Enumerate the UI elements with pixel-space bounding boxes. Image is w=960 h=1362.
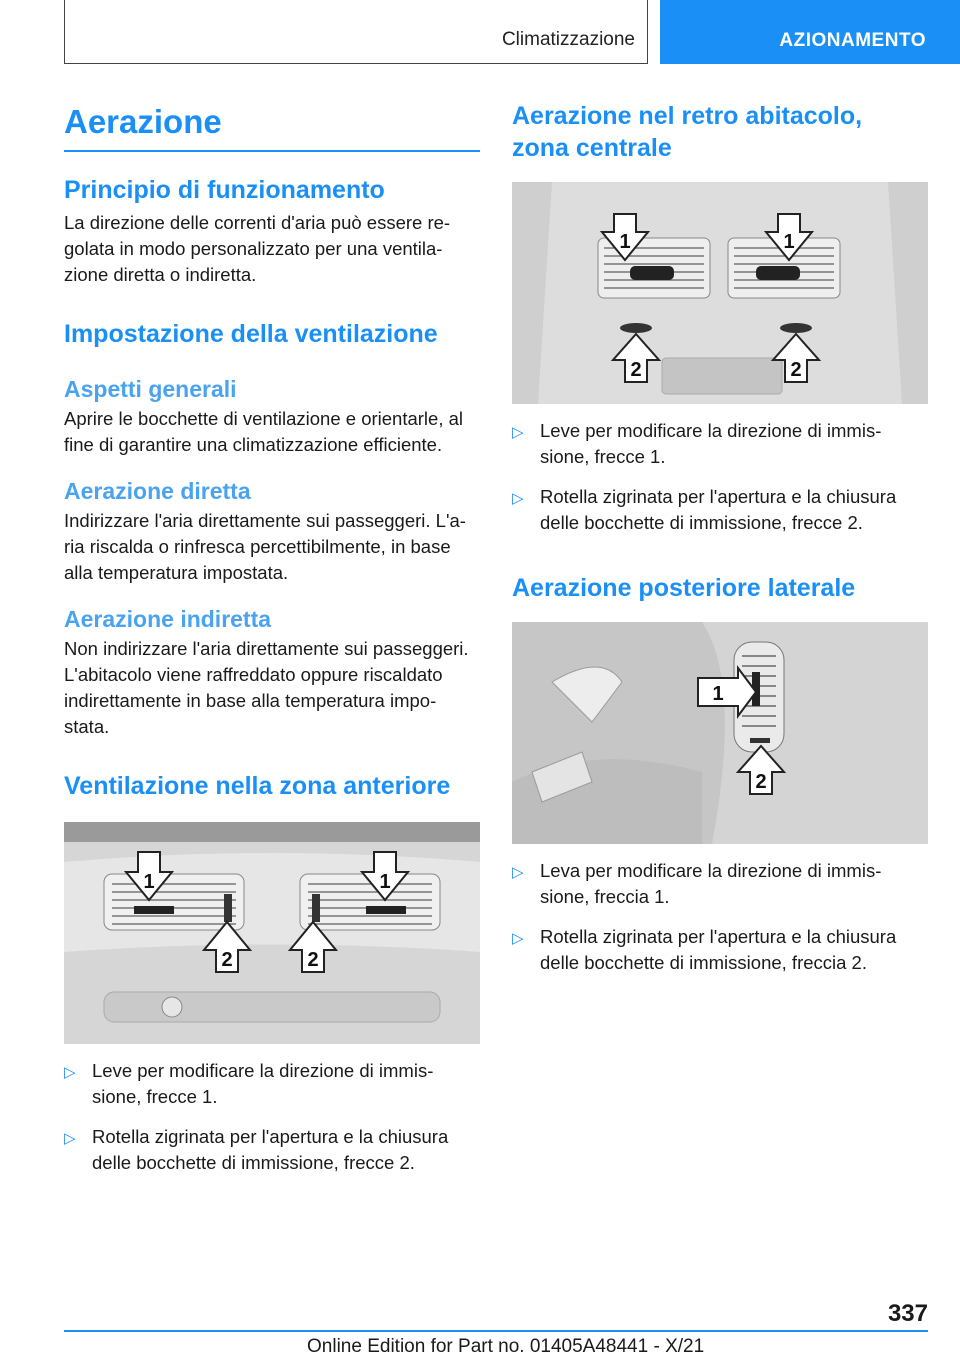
list-item: ▷ Rotella zigrinata per l'apertura e la chiusura delle bocchette di immissione, frecce 2. — [512, 486, 897, 533]
heading-centrale: Aerazione nel retro abitacolo, zona centrale — [512, 102, 863, 162]
list-laterale — [512, 858, 928, 976]
svg-text:2: 2 — [221, 948, 233, 971]
footer-divider — [64, 1330, 928, 1332]
list-centrale — [512, 418, 928, 536]
svg-text:1: 1 — [379, 870, 391, 893]
svg-text:2: 2 — [755, 771, 767, 793]
svg-text:1: 1 — [712, 683, 724, 705]
title-divider — [64, 150, 480, 152]
triangle-right-outline-icon: ▷ — [64, 1063, 76, 1081]
triangle-right-outline-icon: ▷ — [512, 930, 524, 947]
text-diretta: Indirizzare l'aria direttamente sui passeggeri. L'a-ria riscalda o rinfresca percettibilmente, in base alla temperatura impostata. — [64, 509, 466, 583]
list-item: ▷ Leve per modificare la direzione di immis-sione, frecce 1. — [512, 420, 882, 467]
text-principio: La direzione delle correnti d'aria può essere re-golata in modo personalizzato per una ventila-zione diretta o indiretta. — [64, 211, 451, 285]
svg-text:2: 2 — [307, 948, 319, 971]
svg-text:2: 2 — [630, 359, 642, 381]
triangle-right-outline-icon: ▷ — [64, 1129, 76, 1147]
text-indiretta: Non indirizzare l'aria direttamente sui passeggeri. L'abitacolo viene raffreddato oppure riscaldato indirettamente in base alla temperatura impo-stata. — [64, 637, 469, 737]
front-vent-left — [104, 874, 244, 930]
page-title: Aerazione — [64, 103, 222, 140]
rear-side-vent-photo — [512, 622, 928, 844]
header-section-title: Climatizzazione — [501, 29, 635, 50]
right-column — [512, 100, 928, 990]
page-number: 337 — [887, 1300, 928, 1327]
triangle-right-outline-icon: ▷ — [512, 864, 524, 881]
rear-center-vents-photo — [512, 182, 928, 404]
heading-principio: Principio di funzionamento — [64, 175, 385, 204]
svg-text:1: 1 — [783, 231, 795, 253]
triangle-right-outline-icon: ▷ — [512, 424, 524, 441]
heading-laterale: Aerazione posteriore laterale — [512, 574, 856, 602]
heading-anteriore: Ventilazione nella zona anteriore — [64, 771, 451, 800]
heading-aspetti: Aspetti generali — [64, 375, 237, 402]
svg-text:2: 2 — [790, 359, 802, 381]
heading-impostazione: Impostazione della ventilazione — [64, 319, 438, 348]
left-column — [64, 100, 480, 1190]
header-chapter-tab — [660, 0, 960, 64]
list-anteriore — [64, 1058, 480, 1176]
footer-edition: Online Edition for Part no. 01405A48441 - X/21 — [307, 1336, 705, 1357]
header-section-box — [64, 0, 648, 64]
heading-indiretta: Aerazione indiretta — [64, 605, 272, 632]
triangle-right-outline-icon: ▷ — [512, 490, 524, 507]
svg-text:1: 1 — [619, 231, 631, 253]
svg-text:1: 1 — [143, 870, 155, 893]
front-vents-photo — [64, 822, 480, 1044]
heading-diretta: Aerazione diretta — [64, 477, 251, 504]
list-item: ▷ Leva per modificare la direzione di immis-sione, freccia 1. — [512, 860, 882, 907]
text-aspetti: Aprire le bocchette di ventilazione e orientarle, al fine di garantire una climatizzazione efficiente. — [64, 407, 464, 455]
header-chapter-title: AZIONAMENTO — [779, 30, 926, 51]
list-item: ▷ Rotella zigrinata per l'apertura e la chiusura delle bocchette di immissione, frecce 2. — [64, 1125, 449, 1173]
list-item: ▷ Leve per modificare la direzione di immis-sione, frecce 1. — [64, 1059, 434, 1107]
list-item: ▷ Rotella zigrinata per l'apertura e la chiusura delle bocchette di immissione, freccia 2. — [512, 926, 897, 973]
